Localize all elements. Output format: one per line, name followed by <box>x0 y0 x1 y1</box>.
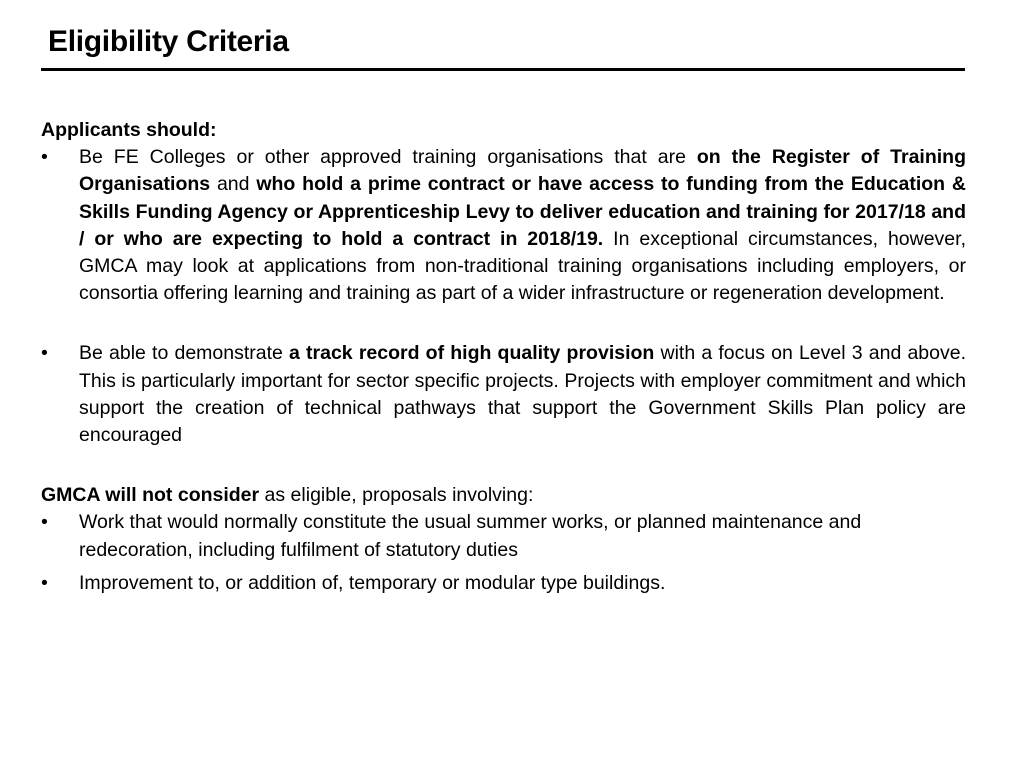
applicants-heading <box>41 117 966 144</box>
bullet-marker: • <box>41 342 48 365</box>
slide-title: Eligibility Criteria <box>48 25 289 58</box>
bullet-modular-buildings <box>41 570 966 597</box>
not-consider-heading <box>41 482 966 509</box>
bullet-text-part: and <box>210 173 257 196</box>
bullet-bold-part: on the Register of Training Organisations <box>79 146 966 196</box>
bullet-modular-buildings-text: Improvement to, or addition of, temporary or modular type buildings. <box>79 571 666 594</box>
not-consider-heading-rest: as eligible, proposals involving: <box>259 484 534 507</box>
bullet-marker: • <box>41 511 48 534</box>
title-underline <box>41 68 965 71</box>
slide-content <box>41 117 966 597</box>
bullet-text-part: Be able to demonstrate <box>79 342 290 365</box>
bullet-marker: • <box>41 146 48 169</box>
bullet-summer-works <box>41 509 966 563</box>
bullet-register <box>41 144 966 307</box>
applicants-heading-text: Applicants should: <box>41 119 217 141</box>
bullet-track-record-text <box>79 340 966 449</box>
bullet-track-record <box>41 340 966 449</box>
bullet-marker: • <box>41 571 48 594</box>
bullet-text-part: In exceptional circumstances, however, GMCA may look at applications from non-traditional training organisations including employers, or consortia offering learning and training as part of a wider infrastructure or regeneration development. <box>79 227 966 305</box>
bullet-bold-part: who hold a prime contract or have access to funding from the Education & Skills Funding Agency or Apprenticeship Levy to deliver education and training for 2017/18 and / or who are expecting to hold a contract in 2018/19. <box>79 173 966 250</box>
bullet-register-text <box>79 144 966 307</box>
bullet-bold-part: a track record of high quality provision <box>289 342 655 365</box>
not-consider-heading-bold: GMCA will not consider <box>41 484 260 507</box>
bullet-text-part: Be FE Colleges or other approved training organisations that are <box>79 146 697 169</box>
bullet-summer-works-text: Work that would normally constitute the usual summer works, or planned maintenance and redecoration, including fulfilment of statutory duties <box>79 511 862 561</box>
bullet-text-part: with a focus on Level 3 and above. This is particularly important for sector specific projects. Projects with employer commitment and which support the creation of technical pathways that support the Government Skills Plan policy are encouraged <box>79 342 966 447</box>
